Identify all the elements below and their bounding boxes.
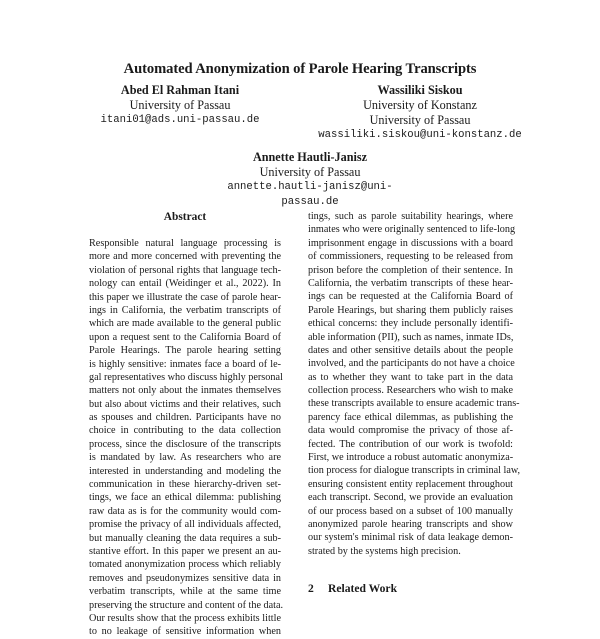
text-line: verbatim transcripts, while at the same time — [89, 586, 281, 598]
author-email: itani01@ads.uni-passau.de — [100, 114, 260, 126]
text-line: anonymized parole hearing transcripts and show — [308, 518, 513, 530]
text-line: nology can entail (Weidinger et al., 2022). In — [89, 278, 281, 290]
author-affiliation: University of Passau — [259, 165, 361, 179]
text-line: ings in California, the verbatim transcripts of — [89, 304, 281, 316]
text-line: involved, and the participants do not have a choice — [308, 358, 515, 370]
text-line: this paper we illustrate the case of parole hear- — [89, 291, 281, 303]
text-line: these transcripts available to ensure academic trans- — [308, 398, 520, 410]
text-line: interested in understanding and modeling the — [89, 465, 281, 477]
text-line: California, the verbatim transcripts of these hear- — [308, 277, 513, 289]
text-line: to no leakage of sensitive information when — [89, 626, 281, 638]
paper-title: Automated Anonymization of Parole Hearing Transcripts — [123, 61, 477, 77]
author-name: Wassiliki Siskou — [377, 83, 463, 97]
text-line: of our process based on a subset of 100 manually — [308, 505, 513, 517]
author-block-1 — [80, 83, 280, 128]
author-affiliation: University of Konstanz — [363, 98, 477, 112]
author-name: Annette Hautli-Janisz — [252, 150, 368, 164]
text-line: ensuring consistent entity replacement throughout — [308, 478, 513, 490]
text-line: violation of personal rights that language tech- — [89, 264, 281, 276]
text-line: Our results show that the process exhibits little — [89, 612, 281, 624]
section-title: Related Work — [328, 582, 398, 595]
text-line: First, we introduce a robust automatic anonymiza- — [308, 452, 514, 464]
text-line: communication in these hierarchy-driven set- — [89, 479, 281, 491]
text-line: Parole Hearings, but sharing them publicly raises — [308, 304, 513, 316]
author-email: annette.hautli-janisz@uni-passau.de — [227, 181, 393, 208]
text-line: but manually cleaning the data requires a sub- — [89, 532, 281, 544]
text-line: preserving the structure and content of the data. — [89, 599, 284, 611]
author-name: Abed El Rahman Itani — [120, 83, 240, 97]
text-line: stantive effort. In this paper we present an au- — [89, 545, 281, 557]
abstract-body — [89, 237, 284, 639]
text-line: dates and other sensitive details about the people — [308, 344, 513, 356]
author-email: wassiliki.siskou@uni-konstanz.de — [318, 129, 522, 141]
text-line: raw data as is for the community would com- — [89, 505, 281, 517]
text-line: data would compromise the privacy of those af- — [308, 425, 513, 437]
section-heading-related-work — [308, 582, 397, 595]
author-affiliation: University of Passau — [129, 98, 231, 112]
author-affiliation: University of Passau — [369, 113, 471, 127]
text-line: tings, such as parole suitability hearings, where — [308, 211, 513, 222]
text-line: upon a request sent to the California Board of — [89, 331, 281, 343]
text-line: Responsible natural language processing is — [89, 238, 281, 249]
text-line: process, since the disclosure of the transcripts — [89, 438, 281, 450]
introduction-body — [308, 210, 521, 558]
text-line: ethical concerns: they include personally identifi- — [308, 318, 513, 330]
text-line: collection process. Researchers who wish to make — [308, 385, 513, 397]
text-line: our system's minimal risk of data leakage demon- — [308, 532, 513, 544]
text-line: is mandated by law. As researchers who are — [89, 452, 281, 464]
text-line: inmates who were originally sentenced to life-long — [308, 224, 516, 236]
text-line: tion process for dialogue transcripts in criminal law, — [308, 465, 521, 477]
text-line: choice in contributing to the data collection — [89, 425, 281, 437]
text-line: fected. The contribution of our work is twofold: — [308, 438, 513, 450]
text-line: imprisonment engage in discussions with a board — [308, 237, 513, 249]
text-line: as spouses and children. Participants have no — [89, 412, 281, 424]
text-line: prison before the completion of their sentence. In — [308, 264, 513, 276]
text-line: each transcript. Second, we provide an evaluation — [308, 492, 513, 504]
text-line: parency face ethical dilemmas, as publishing the — [308, 411, 513, 423]
text-line: gal representatives who discuss highly personal — [89, 371, 283, 383]
text-line: as to whether they want to take part in the data — [308, 371, 513, 383]
text-line: able information (PII), such as names, inmate IDs, — [308, 331, 514, 343]
text-line: strated by the systems high precision. — [308, 545, 461, 557]
text-line: tings, we face an ethical dilemma: publishing — [89, 492, 281, 504]
text-line: matters not only about the inmates themselves — [89, 385, 281, 397]
text-line: but also about victims and their relatives, such — [89, 398, 281, 410]
text-line: tomated anonymization process which reliably — [89, 559, 281, 571]
text-line: promise the privacy of all individuals affected, — [89, 519, 281, 531]
text-line: of commissioners, requesting to be released from — [308, 251, 513, 263]
section-number: 2 — [308, 582, 314, 595]
text-line: Parole Hearings. The parole hearing setting — [89, 345, 281, 357]
author-block-2 — [300, 83, 540, 143]
text-line: more and more concerned with preventing the — [89, 251, 281, 263]
text-line: is highly sensitive: inmates face a board of le- — [89, 358, 281, 370]
text-line: ings can be requested at the California Board of — [308, 291, 513, 303]
abstract-heading: Abstract — [163, 211, 207, 223]
text-line: which are made available to the general public — [89, 318, 281, 330]
text-line: removes and pseudonymizes sensitive data in — [89, 572, 281, 584]
author-block-3 — [200, 150, 420, 210]
